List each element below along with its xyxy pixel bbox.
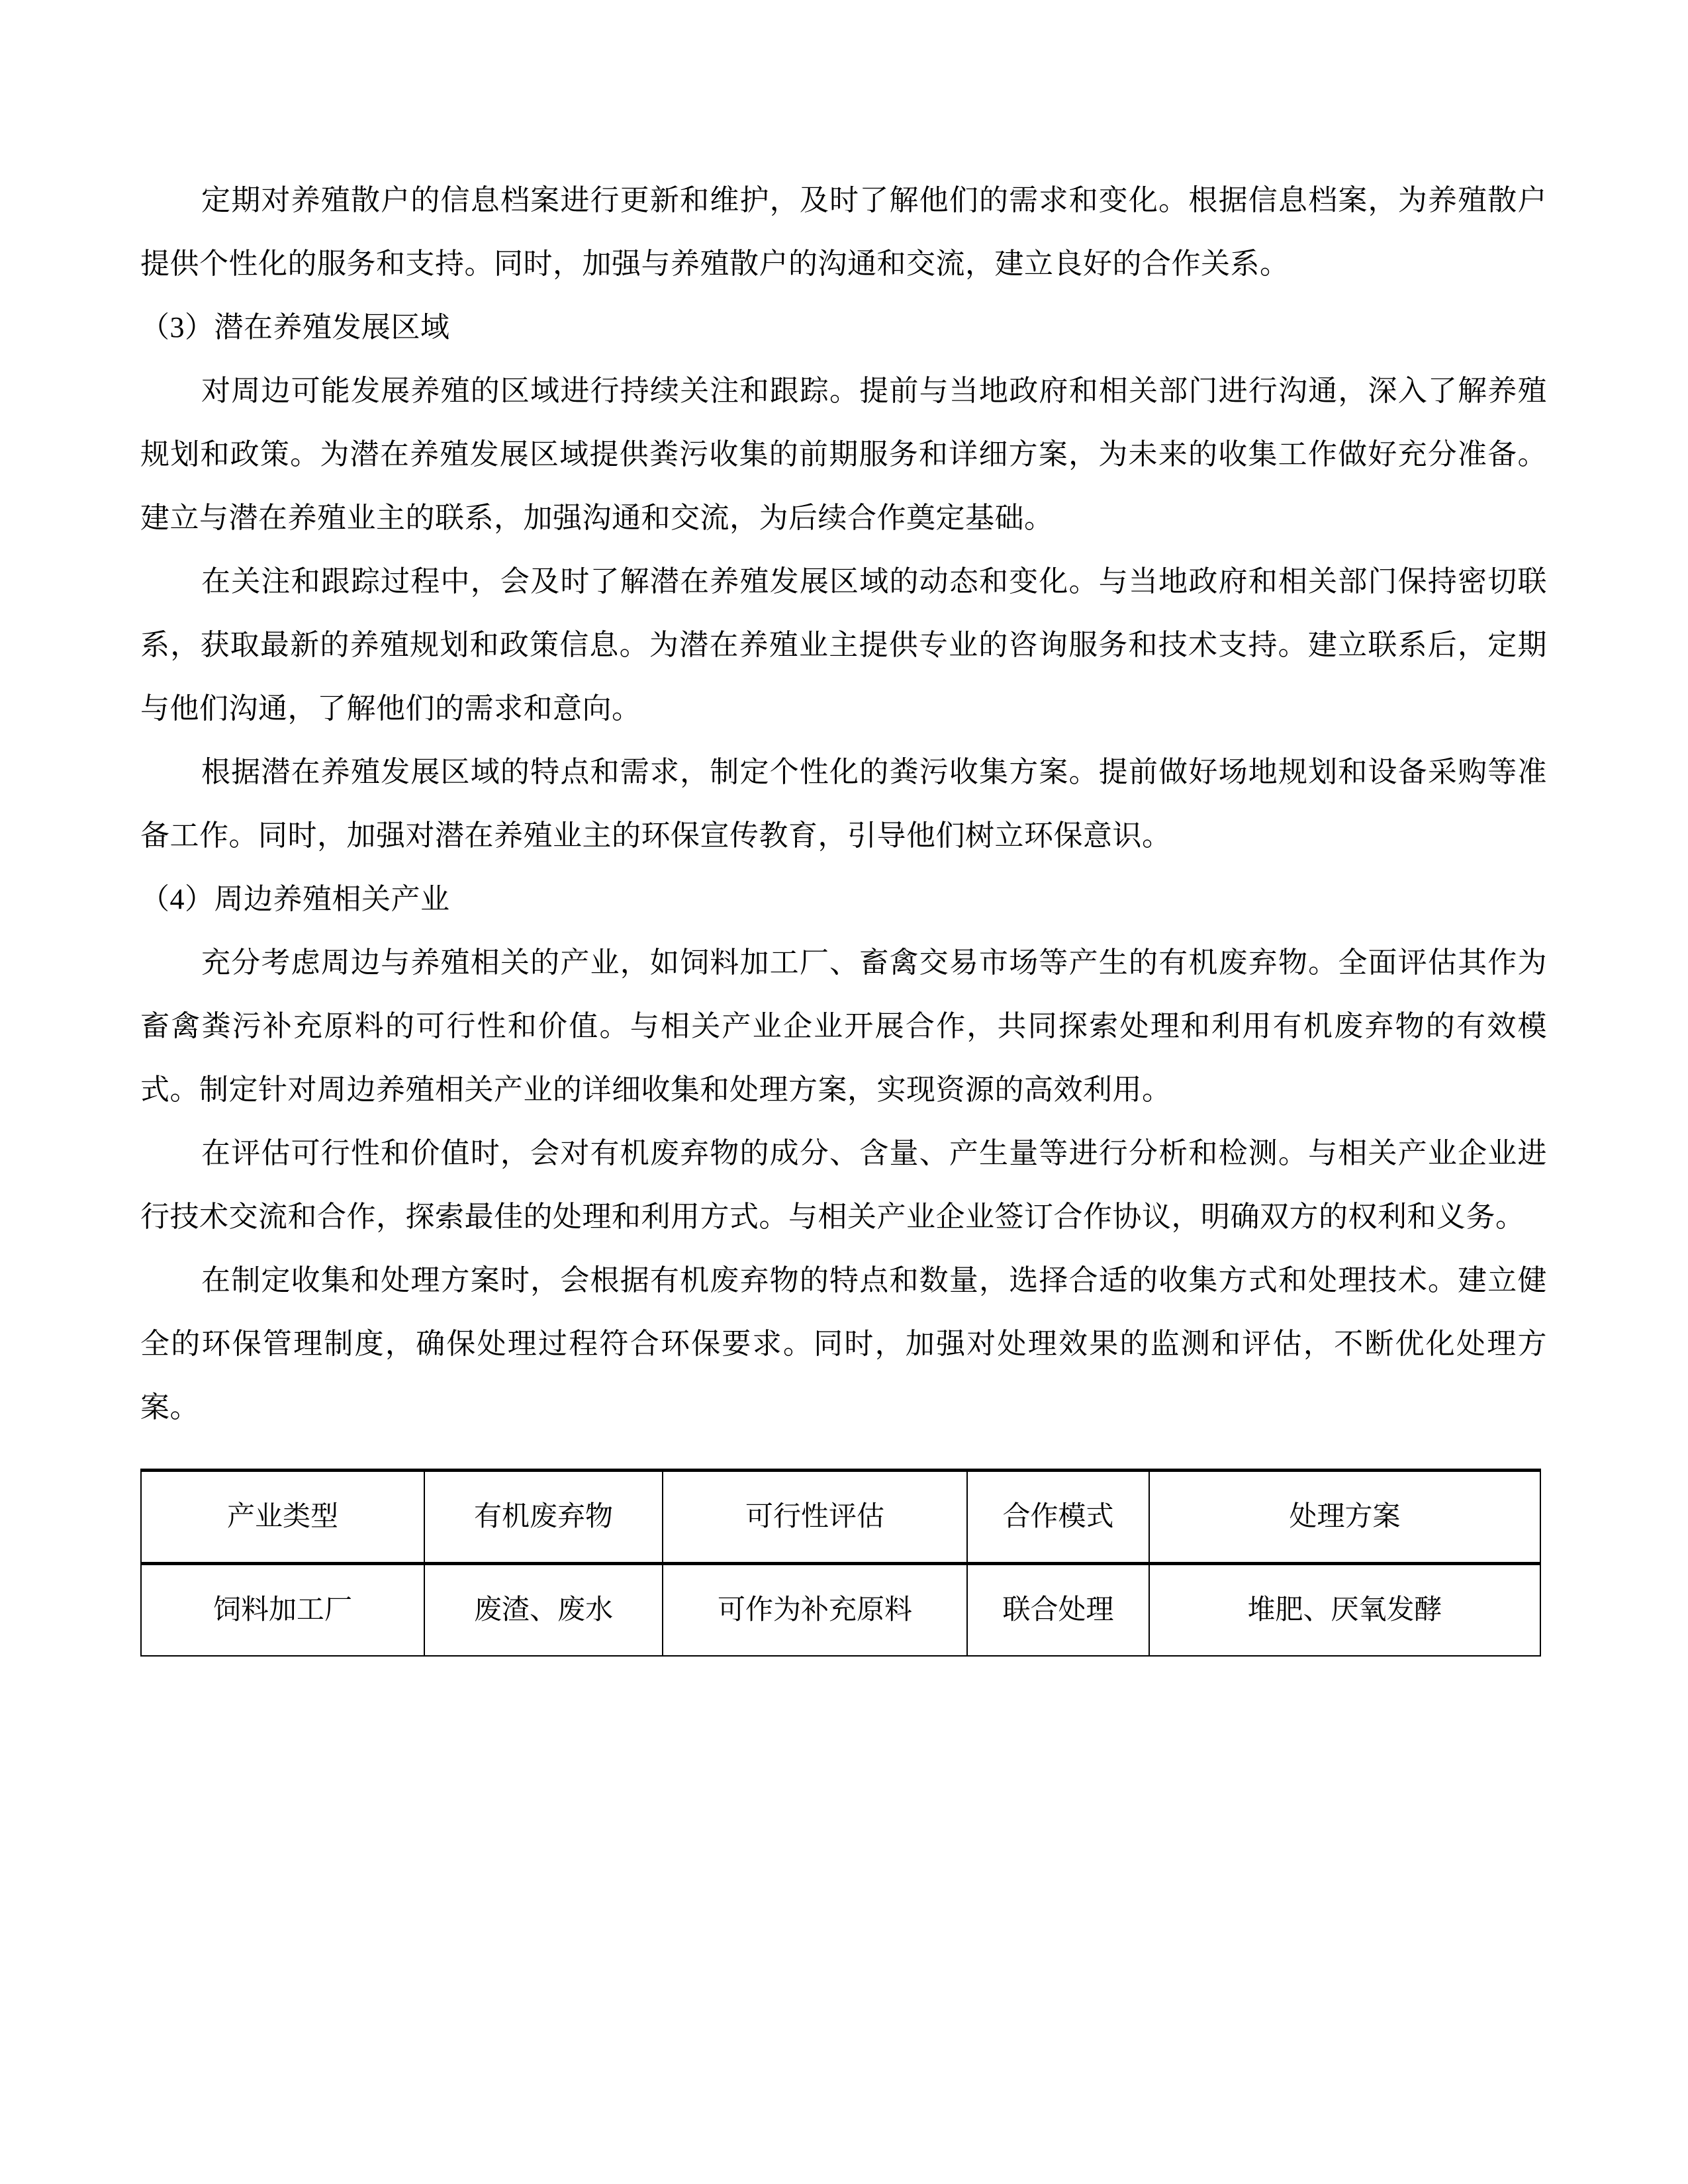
industry-waste-table	[140, 1469, 1541, 1657]
table-header-cell: 有机废弃物	[424, 1471, 663, 1564]
heading-3: （3）潜在养殖发展区域	[140, 311, 450, 343]
table-header-row	[141, 1471, 1540, 1564]
table-row	[141, 1564, 1540, 1657]
table-header-cell: 处理方案	[1149, 1471, 1540, 1564]
paragraph-5: 充分考虑周边与养殖相关的产业，如饲料加工厂、畜禽交易市场等产生的有机废弃物。全面评估其作为畜禽粪污补充原料的可行性和价值。与相关产业企业开展合作，共同探索处理和利用有机废弃物的有效模式。制定针对周边养殖相关产业的详细收集和处理方案，实现资源的高效利用。	[140, 946, 1547, 1106]
table-cell: 废渣、废水	[424, 1564, 663, 1657]
paragraph-3: 在关注和跟踪过程中，会及时了解潜在养殖发展区域的动态和变化。与当地政府和相关部门保持密切联系，获取最新的养殖规划和政策信息。为潜在养殖业主提供专业的咨询服务和技术支持。建立联系后，定期与他们沟通，了解他们的需求和意向。	[140, 565, 1547, 725]
paragraph-1: 定期对养殖散户的信息档案进行更新和维护，及时了解他们的需求和变化。根据信息档案，为养殖散户提供个性化的服务和支持。同时，加强与养殖散户的沟通和交流，建立良好的合作关系。	[140, 184, 1547, 280]
table-header-cell: 合作模式	[967, 1471, 1149, 1564]
table-cell: 饲料加工厂	[141, 1564, 424, 1657]
table-header-cell: 可行性评估	[663, 1471, 967, 1564]
table-cell: 堆肥、厌氧发酵	[1149, 1564, 1540, 1657]
paragraph-2: 对周边可能发展养殖的区域进行持续关注和跟踪。提前与当地政府和相关部门进行沟通，深入了解养殖规划和政策。为潜在养殖发展区域提供粪污收集的前期服务和详细方案，为未来的收集工作做好充分准备。建立与潜在养殖业主的联系，加强沟通和交流，为后续合作奠定基础。	[140, 375, 1547, 534]
paragraph-4: 根据潜在养殖发展区域的特点和需求，制定个性化的粪污收集方案。提前做好场地规划和设备采购等准备工作。同时，加强对潜在养殖业主的环保宣传教育，引导他们树立环保意识。	[140, 756, 1547, 852]
paragraph-6: 在评估可行性和价值时，会对有机废弃物的成分、含量、产生量等进行分析和检测。与相关产业企业进行技术交流和合作，探索最佳的处理和利用方式。与相关产业企业签订合作协议，明确双方的权利和义务。	[140, 1137, 1547, 1233]
document-body	[140, 169, 1547, 1657]
paragraph-7: 在制定收集和处理方案时，会根据有机废弃物的特点和数量，选择合适的收集方式和处理技术。建立健全的环保管理制度，确保处理过程符合环保要求。同时，加强对处理效果的监测和评估，不断优化处理方案。	[140, 1264, 1547, 1424]
table-cell: 可作为补充原料	[663, 1564, 967, 1657]
table-cell: 联合处理	[967, 1564, 1149, 1657]
table-header-cell: 产业类型	[141, 1471, 424, 1564]
heading-4: （4）周边养殖相关产业	[140, 883, 450, 915]
